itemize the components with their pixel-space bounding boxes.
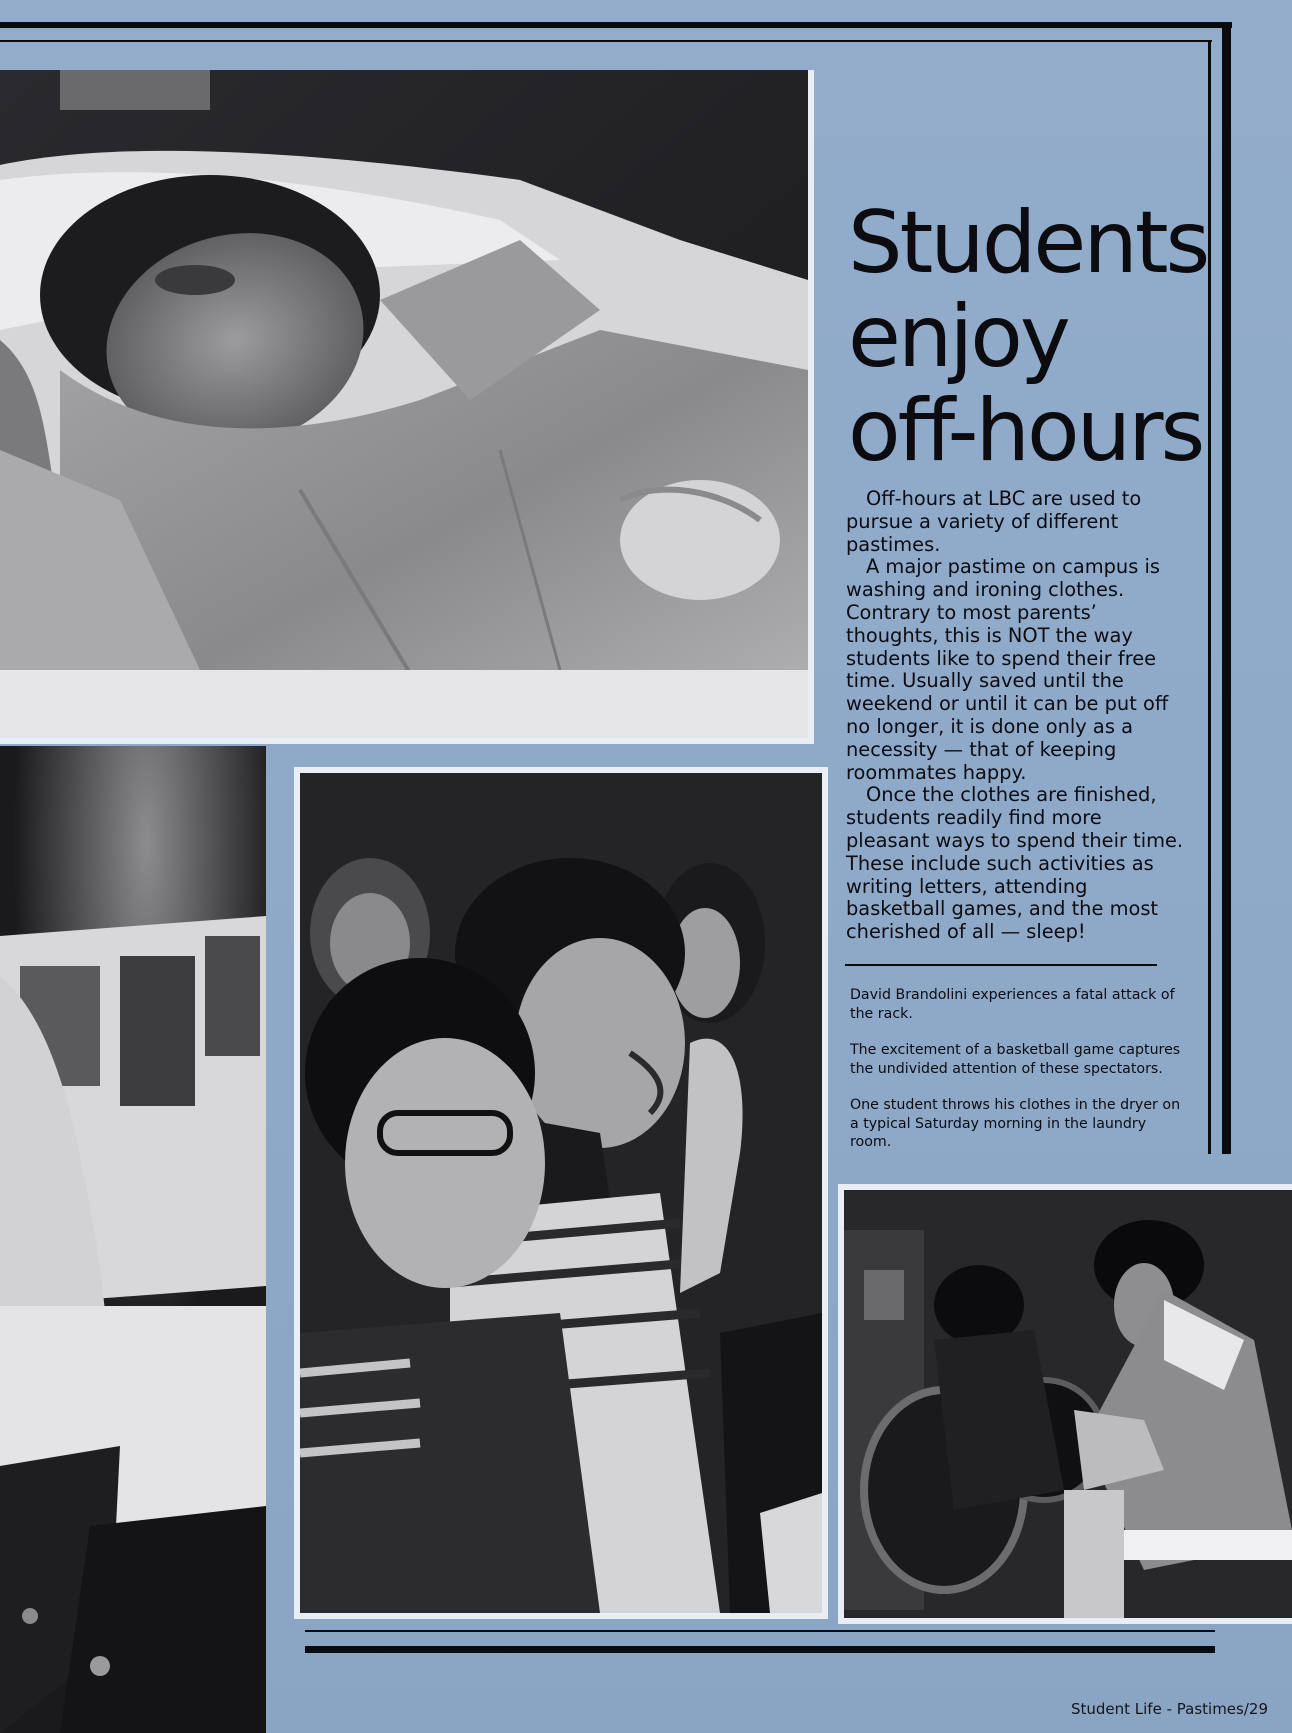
bottom-thin-rule xyxy=(305,1630,1215,1632)
page-folio: Student Life - Pastimes/29 xyxy=(1070,1700,1268,1718)
headline-line-1: Students xyxy=(848,193,1208,293)
headline-line-3: off-hours xyxy=(848,381,1203,481)
photo-basketball-spectators xyxy=(294,767,828,1619)
frame-top-rule xyxy=(0,22,1232,28)
photo-laundry-room xyxy=(838,1184,1292,1624)
article-headline xyxy=(848,193,1208,481)
caption-sleeping-student: David Brandolini experiences a fatal attack of the rack. xyxy=(850,987,1175,1022)
photo-captions xyxy=(850,986,1190,1170)
body-paragraph: Off-hours at LBC are used to pursue a variety of different pastimes. xyxy=(846,487,1142,556)
frame-top-thin-rule xyxy=(0,40,1212,42)
body-paragraph: A major pastime on campus is washing and ironing clothes. Contrary to most parents’ thoughts, this is NOT the way students like to spend their free time. Usually saved until the weekend or until it can be put off no longer, it is done only as a necessity — that of keeping roommates happy. xyxy=(846,555,1169,784)
caption-divider-rule xyxy=(845,964,1157,966)
bottom-thick-rule xyxy=(305,1646,1215,1653)
article-body xyxy=(846,488,1191,944)
body-paragraph: Once the clothes are finished, students readily find more pleasant ways to spend their time. These include such activities as writing letters, attending basketball games, and the most cherished of all — sleep! xyxy=(846,783,1184,944)
caption-basketball-spectators: The excitement of a basketball game captures the undivided attention of these spectators. xyxy=(850,1042,1181,1077)
caption-laundry-room: One student throws his clothes in the dryer on a typical Saturday morning in the laundry room. xyxy=(850,1097,1181,1150)
frame-right-thin-rule xyxy=(1208,40,1211,1154)
headline-line-2: enjoy xyxy=(848,287,1068,387)
photo-sleeping-student xyxy=(0,70,814,744)
frame-right-rule xyxy=(1222,22,1231,1154)
photo-dorm-room xyxy=(0,746,266,1733)
